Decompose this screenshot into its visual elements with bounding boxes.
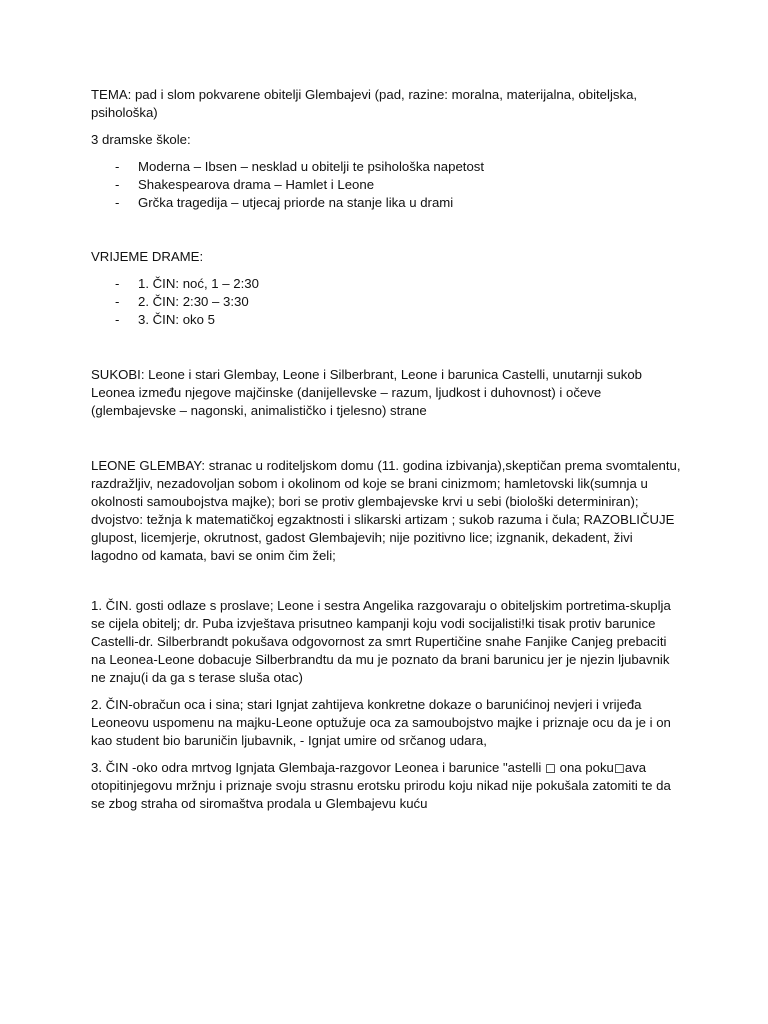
bullet-dash: - [115,276,120,291]
list-item-text: Moderna – Ibsen – nesklad u obitelji te psihološka napetost [138,159,485,174]
list-item [91,311,683,329]
list-item [91,194,683,212]
list-item-text: 2. ČIN: 2:30 – 3:30 [138,294,249,309]
bullet-dash: - [115,294,120,309]
list-item [91,158,683,176]
tema-paragraph: TEMA: pad i slom pokvarene obitelji Glembajevi (pad, razine: moralna, materijalna, obiteljska, psihološka) [91,87,638,120]
vrijeme-heading: VRIJEME DRAME: [91,249,204,264]
leone-paragraph: LEONE GLEMBAY: stranac u roditeljskom domu (11. godina izbivanja),skeptičan prema svomtalentu, razdražljiv, nezadovoljan sobom i okolinom od koje se brani cinizmom; hamletovski lik(sumnja u okolnosti samoubojstva majke); bori se protiv glembajevske krvi u sebi (biološki determiniran); dvojstvo: težnja k matematičkoj egzaktnosti i slikarski artizam ; sukob razuma i čula; RAZOBLIČUJE glupost, licemjerje, okrutnost, gadost Glembajevih; nije pozitivno lice; izgnanik, dekadent, živi lagodno od kamata, bavi se onim čim želi; [91,458,681,563]
list-item-text: 3. ČIN: oko 5 [138,312,215,327]
vrijeme-list [91,275,683,329]
list-item [91,176,683,194]
bullet-dash: - [115,177,120,192]
bullet-dash: - [115,312,120,327]
cin3-paragraph: 3. ČIN -oko odra mrtvog Ignjata Glembaja-razgovor Leonea i barunice "astelli ◻ ona poku◻ava otopitinjegovu mržnju i priznaje svoju strasnu erotsku prirodu koju nikad nije pokušala zatomiti te da se zbog straha od siromaštva prodala u Glembajevu kuću [91,760,671,811]
cin1-paragraph: 1. ČIN. gosti odlaze s proslave; Leone i sestra Angelika razgovaraju o obiteljskim portretima-skuplja se cijela obitelj; dr. Puba izvještava prisutneo kampanji koju vodi socijalisti!ki tisak protiv barunice Castelli-dr. Silberbrandt pokušava odgovornost za smrt Rupertičine snahe Fanjike Canjeg prebaciti na Leonea-Leone dobacuje Silberbrandtu da mu je poznato da brani barunicu jer je njezin ljubavnik ne znaju(i da ga s terase sluša otac) [91,598,671,685]
list-item [91,293,683,311]
skole-list [91,158,683,212]
bullet-dash: - [115,195,120,210]
list-item-text: 1. ČIN: noć, 1 – 2:30 [138,276,259,291]
list-item-text: Shakespearova drama – Hamlet i Leone [138,177,375,192]
cin2-paragraph: 2. ČIN-obračun oca i sina; stari Ignjat zahtijeva konkretne dokaze o barunićinoj nevjeri i vrijeđa Leoneovu uspomenu na majku-Leone optužuje oca za samoubojstvo majke i priznaje ocu da je i on kao student bio baruničin ljubavnik, - Ignjat umire od srčanog udara, [91,697,671,748]
skole-heading: 3 dramske škole: [91,132,191,147]
bullet-dash: - [115,159,120,174]
sukobi-paragraph: SUKOBI: Leone i stari Glembay, Leone i Silberbrant, Leone i barunica Castelli, unutarnji sukob Leonea između njegove majčinske (danijellevske – razum, ljudkost i duhovnost) i očeve (glembajevske – nagonski, animalističko i tjelesno) strane [91,367,643,418]
list-item-text: Grčka tragedija – utjecaj priorde na stanje lika u drami [138,195,454,210]
list-item [91,275,683,293]
